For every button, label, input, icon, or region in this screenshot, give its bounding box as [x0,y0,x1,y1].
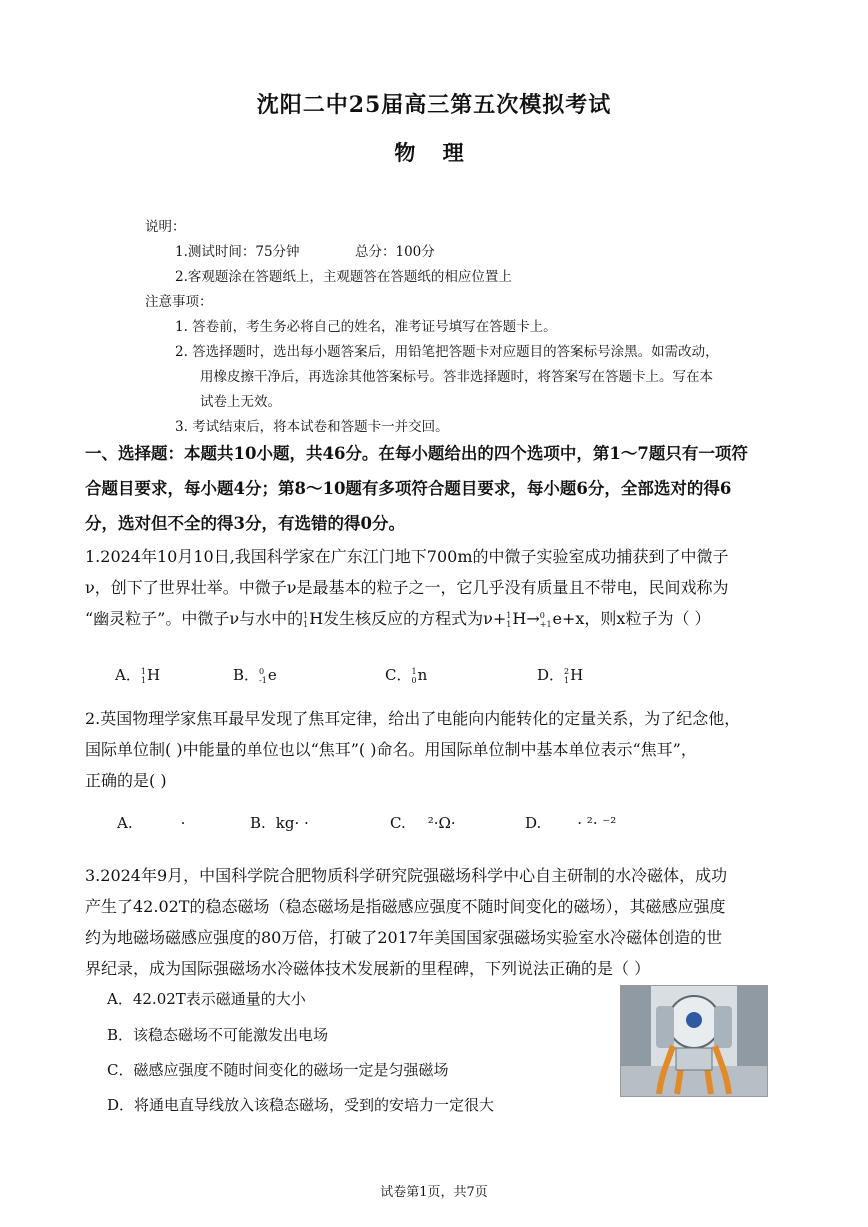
section-1-line-1: 一、选择题：本题共10小题，共46分。在每小题给出的四个选项中，第1～7题只有一项符 [85,444,748,463]
section-1-line-2: 合题目要求，每小题4分；第8～10题有多项符合题目要求，每小题6分，全部选对的得6 [85,479,732,498]
option-a-mass-charge: 1 1 [140,667,146,685]
q2-option-b[interactable]: B. kg· · [250,814,309,832]
q2-line-2: 国际单位制( )中能量的单位也以“焦耳”( )命名。用国际单位制中基本单位表示“焦耳”， [85,740,697,759]
water-cooled-magnet-photo [620,985,768,1097]
subject-title: 物 理 [394,140,474,165]
question-2 [85,703,790,796]
q1-option-c[interactable]: C． 1 0 n [385,666,428,685]
q1-line-1: 1.2024年10月10日,我国科学家在广东江门地下700m的中微子实验室成功捕获到了中微子 [85,547,729,566]
q1-option-d[interactable]: D． 2 1 H [537,666,584,685]
question-3 [85,860,790,984]
q2-line-1: 2.英国物理学家焦耳最早发现了焦耳定律，给出了电能向内能转化的定量关系，为了纪念他， [85,709,741,728]
instructions-label: 说明： [145,219,186,235]
option-c-mass-charge: 1 0 [411,667,417,685]
section-1-header [85,436,790,541]
hydrogen-nuclide-symbol: 1 1 [303,610,309,629]
note-2-line-3: 试卷上无效。 [200,394,281,410]
q1-option-a[interactable]: A． 1 1 H [115,666,161,685]
q1-line-3-b: H发生核反应的方程式为ν+ [309,609,507,628]
q3-option-d[interactable]: D．将通电直导线放入该稳态磁场，受到的安培力一定很大 [107,1096,495,1114]
q2-option-d[interactable]: D. · ²· ⁻² [525,814,617,832]
question-1 [85,541,790,634]
page-footer: 试卷第1页，共7页 [380,1185,488,1200]
q3-option-c[interactable]: C．磁感应强度不随时间变化的磁场一定是匀强磁场 [107,1061,449,1079]
q3-line-2: 产生了42.02T的稳态磁场（稳态磁场是指磁感应强度不随时间变化的磁场），其磁感应强度 [85,897,726,916]
q1-line-2: ν，创下了世界壮举。中微子ν是最基本的粒子之一，它几乎没有质量且不带电，民间戏称为 [85,578,729,597]
total-score: 总分：100分 [355,244,435,260]
test-time: 1.测试时间：75分钟 [175,244,300,260]
q1-line-3-a: “幽灵粒子”。中微子ν与水中的 [85,609,304,628]
exam-title: 沈阳二中25届高三第五次模拟考试 [256,92,612,118]
section-1-line-3: 分，选对但不全的得3分，有选错的得0分。 [85,514,405,533]
note-2-line-2: 用橡皮擦干净后，再选涂其他答案标号。答非选择题时，将答案写在答题卡上。写在本 [200,369,713,385]
option-b-mass-charge: 0 -1 [259,667,267,685]
q1-line-3-c: H→ [512,609,540,628]
q2-line-3: 正确的是( ) [85,771,167,790]
q1-line-3-d: e+x，则x粒子为（ ） [552,609,711,628]
option-d-mass-charge: 2 1 [564,667,570,685]
q3-option-a[interactable]: A．42.02T表示磁通量的大小 [107,990,306,1008]
q1-line-3 [85,603,790,634]
notes-label: 注意事项： [145,294,213,310]
instruction-line-2: 2.客观题涂在答题纸上，主观题答在答题纸的相应位置上 [175,269,512,285]
magnet-illustration [621,986,767,1096]
note-2-line-1: 2. 答选择题时，选出每小题答案后，用铅笔把答题卡对应题目的答案标号涂黑。如需改动， [175,344,719,360]
q1-option-b[interactable]: B． 0 -1 e [233,666,277,685]
note-1: 1. 答卷前，考生务必将自己的姓名，准考证号填写在答题卡上。 [175,319,557,335]
q3-line-1: 3.2024年9月，中国科学院合肥物质科学研究院强磁场科学中心自主研制的水冷磁体，成功 [85,866,728,885]
positron-nuclide-symbol: 0 +1 [539,610,552,629]
hydrogen-nuclide-symbol: 1 1 [506,610,512,629]
q3-line-4: 界纪录，成为国际强磁场水冷磁体技术发展新的里程碑，下列说法正确的是（ ） [85,959,651,978]
q2-option-c[interactable]: C. ²·Ω· [390,814,456,832]
note-3: 3. 考试结束后，将本试卷和答题卡一并交回。 [175,419,449,435]
q3-option-b[interactable]: B．该稳态磁场不可能激发出电场 [107,1026,329,1044]
q2-option-a[interactable]: A. · [117,814,186,832]
q3-line-3: 约为地磁场磁感应强度的80万倍，打破了2017年美国国家强磁场实验室水冷磁体创造的世 [85,928,723,947]
